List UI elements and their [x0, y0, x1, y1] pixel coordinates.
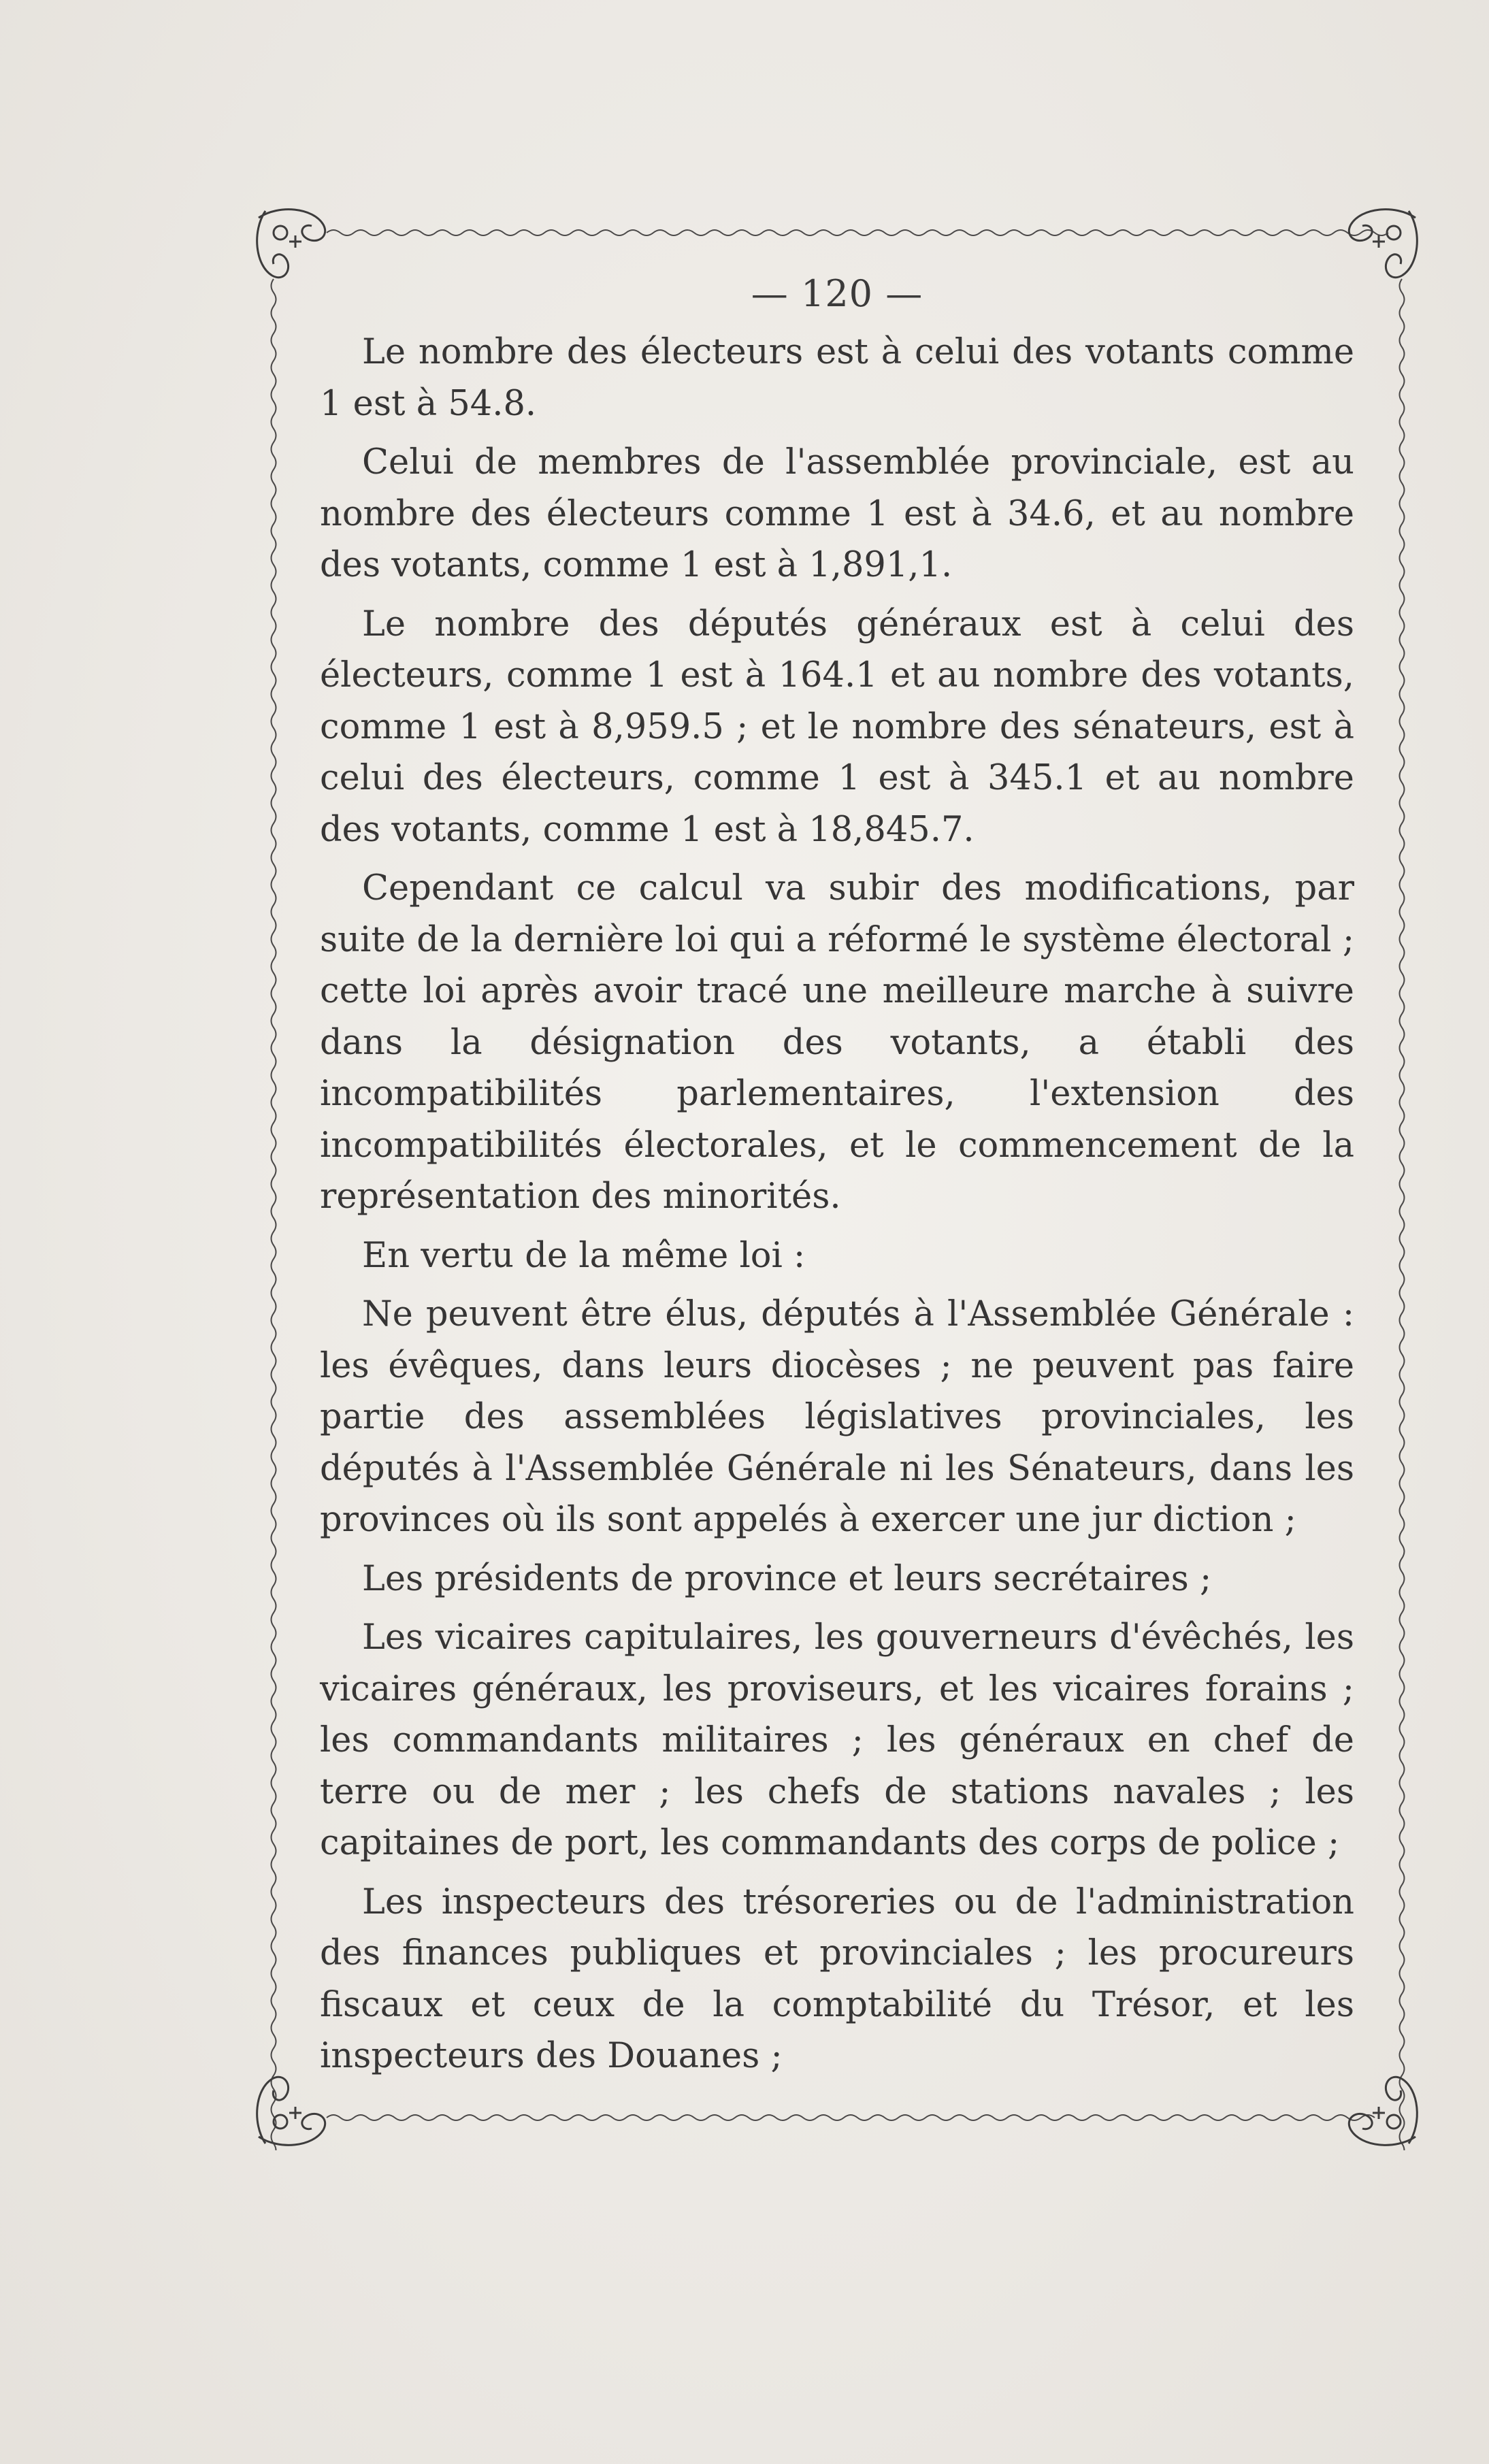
page-number: — 120 — — [751, 272, 923, 315]
paragraph: Celui de membres de l'assemblée provinciale, est au nombre des électeurs comme 1 est à 34.6, et au nombre des votants, comme 1 est à 1,891,1. — [320, 442, 1354, 585]
body-text — [320, 327, 1354, 2090]
paragraph: Les vicaires capitulaires, les gouverneurs d'évêchés, les vicaires généraux, les proviseurs, et les vicaires forains ; les commandants militaires ; les généraux en chef de terre ou de mer ; les chefs de stations navales ; les capitaines de port, les commandants des corps de police ; — [320, 1617, 1354, 1863]
bottom-left-corner-ornament — [257, 2077, 325, 2145]
top-border-line — [327, 230, 1388, 235]
paragraph: Cependant ce calcul va subir des modifications, par suite de la dernière loi qui a réformé le système électoral ; cette loi après avoir tracé une meilleure marche à suivre dans la désignation des votants, a établi des incompatibilités parlementaires, l'extension des incompatibilités électorales, et le commencement de la représentation des minorités. — [320, 868, 1354, 1217]
paragraph: Les inspecteurs des trésoreries ou de l'administration des finances publiques et provinciales ; les procureurs fiscaux et ceux de la comptabilité du Trésor, et les inspecteurs des Douanes ; — [320, 1882, 1354, 2076]
paragraph: Le nombre des députés généraux est à celui des électeurs, comme 1 est à 164.1 et au nombre des votants, comme 1 est à 8,959.5 ; et le nombre des sénateurs, est à celui des électeurs, comme 1 est à 345.1 et au nombre des votants, comme 1 est à 18,845.7. — [320, 604, 1354, 850]
bottom-border-line — [327, 2115, 1375, 2120]
ornamental-frame — [252, 204, 1422, 2150]
paragraph: Ne peuvent être élus, députés à l'Assemblée Générale : les évêques, dans leurs diocèses ; ne peuvent pas faire partie des assemblées législatives provinciales, les députés à l'Assemblée Générale ni les Sénateurs, dans les provinces où ils sont appelés à exercer une jur diction ; — [320, 1294, 1354, 1540]
bottom-right-corner-ornament — [1349, 2077, 1417, 2145]
left-border-line — [272, 279, 276, 2150]
top-left-corner-ornament — [257, 210, 325, 278]
paragraph: En vertu de la même loi : — [362, 1235, 806, 1276]
paragraph: Le nombre des électeurs est à celui des votants comme 1 est à 54.8. — [320, 332, 1354, 424]
paragraph: Les présidents de province et leurs secrétaires ; — [362, 1558, 1212, 1599]
top-right-corner-ornament — [1349, 210, 1417, 278]
right-border-line — [1400, 279, 1405, 2150]
